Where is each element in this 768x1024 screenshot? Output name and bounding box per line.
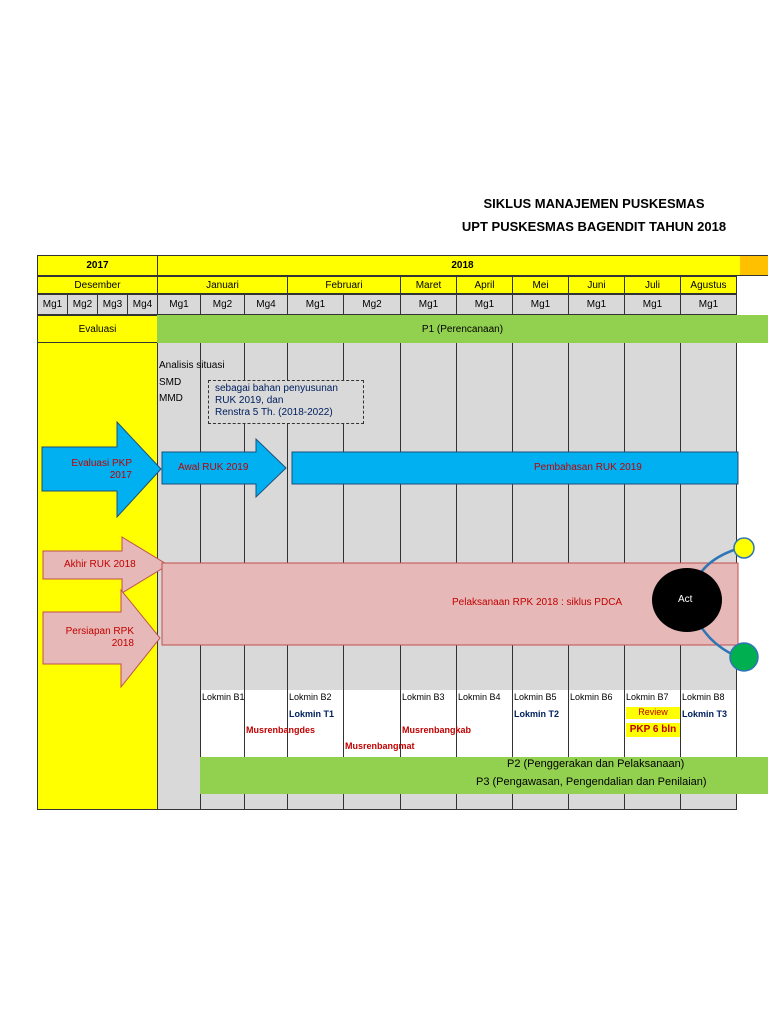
- lokmin-b7: Lokmin B7: [626, 692, 669, 702]
- lokmin-b5: Lokmin B5: [514, 692, 557, 702]
- week-cell: Mg1: [624, 294, 681, 315]
- month-juli: Juli: [624, 276, 681, 294]
- week-cell: Mg4: [127, 294, 158, 315]
- week-cell: Mg1: [456, 294, 513, 315]
- week-cell: Mg2: [343, 294, 401, 315]
- title-line-2: UPT PUSKESMAS BAGENDIT TAHUN 2018: [461, 219, 727, 234]
- lokmin-b2: Lokmin B2: [289, 692, 332, 702]
- phase-p1-perencanaan: P1 (Perencanaan): [157, 315, 768, 343]
- label-pembahasan-ruk: Pembahasan RUK 2019: [534, 462, 642, 473]
- month-juni: Juni: [568, 276, 625, 294]
- musrenbangmat: Musrenbangmat: [345, 741, 415, 751]
- lokmin-b8: Lokmin B8: [682, 692, 725, 702]
- note-box-line-2: RUK 2019, dan: [215, 395, 284, 406]
- label-evaluasi-pkp: Evaluasi PKP 2017: [71, 458, 132, 481]
- year-2017: 2017: [37, 255, 158, 276]
- lokmin-t3: Lokmin T3: [682, 709, 728, 719]
- year-2018: 2018: [157, 255, 768, 276]
- week-cell: Mg3: [97, 294, 128, 315]
- week-cell: Mg4: [244, 294, 288, 315]
- month-april: April: [456, 276, 513, 294]
- month-mei: Mei: [512, 276, 569, 294]
- label-persiapan-rpk: Persiapan RPK 2018: [65, 626, 134, 649]
- title-line-1: SIKLUS MANAJEMEN PUSKESMAS: [483, 196, 705, 211]
- note-mmd: MMD: [159, 393, 183, 404]
- note-box-line-3: Renstra 5 Th. (2018-2022): [215, 407, 333, 418]
- month-maret: Maret: [400, 276, 457, 294]
- week-cell: Mg1: [680, 294, 737, 315]
- note-smd: SMD: [159, 377, 182, 388]
- phase-evaluasi: Evaluasi: [37, 315, 158, 343]
- label-p2: P2 (Penggerakan dan Pelaksanaan): [507, 758, 685, 770]
- lokmin-t1: Lokmin T1: [289, 709, 335, 719]
- lokmin-b6: Lokmin B6: [570, 692, 613, 702]
- month-januari: Januari: [157, 276, 288, 294]
- lokmin-t2: Lokmin T2: [514, 709, 560, 719]
- month-agustus: Agustus: [680, 276, 737, 294]
- week-cell: Mg1: [157, 294, 201, 315]
- note-analisis-situasi: Analisis situasi: [159, 360, 225, 371]
- lokmin-b1: Lokmin B1: [202, 692, 245, 702]
- bar-pelaksanaan: [162, 563, 738, 645]
- month-februari: Februari: [287, 276, 401, 294]
- week-cell: Mg2: [200, 294, 245, 315]
- label-awal-ruk: Awal RUK 2019: [178, 462, 249, 473]
- label-act: Act: [678, 594, 693, 605]
- bar-pembahasan-ruk: [292, 452, 738, 484]
- week-cell: Mg1: [287, 294, 344, 315]
- week-cell: Mg1: [37, 294, 68, 315]
- lokmin-b4: Lokmin B4: [458, 692, 501, 702]
- pdca-green-node: [730, 643, 758, 671]
- week-cell: Mg2: [67, 294, 98, 315]
- label-pelaksanaan: Pelaksanaan RPK 2018 : siklus PDCA: [452, 597, 623, 608]
- review-badge: Review: [626, 707, 680, 719]
- week-cell: Mg1: [512, 294, 569, 315]
- label-akhir-ruk: Akhir RUK 2018: [64, 559, 136, 570]
- lokmin-b3: Lokmin B3: [402, 692, 445, 702]
- musrenbangkab: Musrenbangkab: [402, 725, 472, 735]
- musrenbangdes: Musrenbangdes: [246, 725, 316, 735]
- label-p3: P3 (Pengawasan, Pengendalian dan Penilaian): [476, 776, 707, 788]
- month-desember: Desember: [37, 276, 158, 294]
- week-cell: Mg1: [568, 294, 625, 315]
- pkp-6-bln-badge: PKP 6 bln: [626, 723, 680, 737]
- note-box-line-1: sebagai bahan penyusunan: [215, 383, 338, 394]
- pdca-yellow-node: [734, 538, 754, 558]
- week-cell: Mg1: [400, 294, 457, 315]
